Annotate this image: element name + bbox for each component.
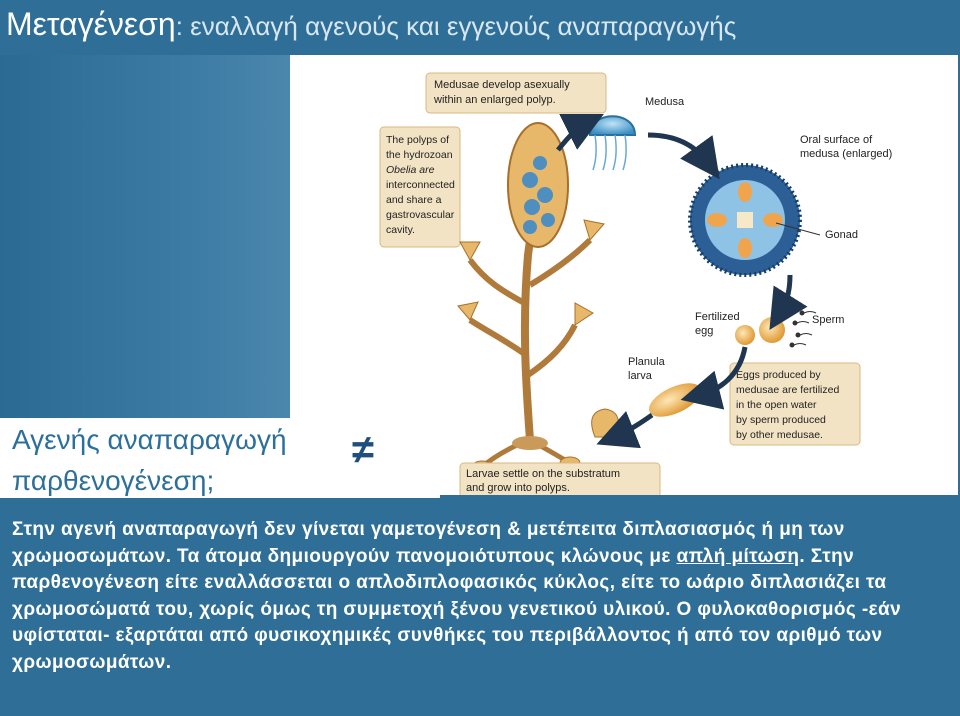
label-larvae-settle-1: Larvae settle on the substratum [466,468,621,480]
label-eggs-2: medusae are fertilized [736,384,840,396]
question-parthenogenesis: παρθενογένεση; [12,465,215,496]
egg-illustration [759,317,785,343]
label-oral-surface-1: Oral surface of [800,134,873,146]
label-sperm: Sperm [812,314,845,326]
label-polyps-5: and share a [386,194,442,206]
label-eggs-5: by other medusae. [736,429,823,441]
planula-larva-illustration [644,376,706,423]
label-polyps-7: cavity. [386,224,415,236]
arrow-oral-to-sperm [780,275,790,313]
label-polyps-3: Obelia are [386,164,435,176]
title-main: Μεταγένεση [6,6,176,42]
description-part2: . Στην παρθενογένεση είτε εναλλάσσεται ο απλοδιπλοφασικός κύκλος, είτε το ωάριο διπλασιάζει τα χρωμοσώματά του, χωρίς όμως τη συμμετοχή ξένου γενετικού υλικού. Ο φυλοκαθορισμός -εάν υφίσταται- εξαρτάται από φυσικοχημικές συνθήκες του περιβάλλοντος ή από τον αριθμό των χρωμοσωμάτων. [12,545,902,673]
label-planula-2: larva [628,370,652,382]
arrow-medusa-to-oral [648,135,708,163]
settled-larva-illustration [592,409,619,437]
label-medusae-develop-1: Medusae develop asexually [434,79,570,91]
title-subtitle: : εναλλαγή αγενούς και εγγενούς αναπαραγωγής [175,11,737,41]
label-polyps-2: the hydrozoan [386,149,453,161]
label-planula-1: Planula [628,356,665,368]
label-eggs-4: by sperm produced [736,414,826,426]
label-gonad: Gonad [825,229,859,241]
label-polyps-6: gastrovascular [386,209,455,221]
not-equal-symbol: ≠ [352,428,374,472]
medusa-illustration [590,116,635,170]
label-eggs-1: Eggs produced by [736,369,821,381]
description-paragraph [12,517,956,676]
label-larvae-settle-2: and grow into polyps. [466,482,570,494]
oral-surface-illustration [690,165,800,275]
label-oral-surface-2: medusa (enlarged) [800,148,893,160]
arrow-polyp-to-medusa [558,123,586,150]
label-polyps-4: interconnected [386,179,455,191]
label-polyps-1: The polyps of [386,134,450,146]
arrow-planula-to-settle [615,415,652,437]
label-eggs-3: in the open water [736,399,817,411]
polyp-colony-illustration [458,123,604,473]
question-asexual-reproduction: Αγενής αναπαραγωγή [12,424,287,455]
description-part1: Στην αγενή αναπαραγωγή δεν γίνεται γαμετογένεση & μετέπειτα διπλασιασμός ή μη των χρωμοσωμάτων. Τα άτομα δημιουργούν πανομοιότυπους κλώνους με [12,519,845,567]
label-fertilized-egg-2: egg [695,325,714,337]
simple-mitosis-link[interactable]: απλή μίτωση [676,545,800,567]
fertilized-egg-illustration [735,325,755,345]
slide-title [6,6,736,43]
label-medusae-develop-2: within an enlarged polyp. [434,94,556,106]
label-fertilized-egg-1: Fertilized [695,311,740,323]
label-medusa: Medusa [645,96,685,108]
